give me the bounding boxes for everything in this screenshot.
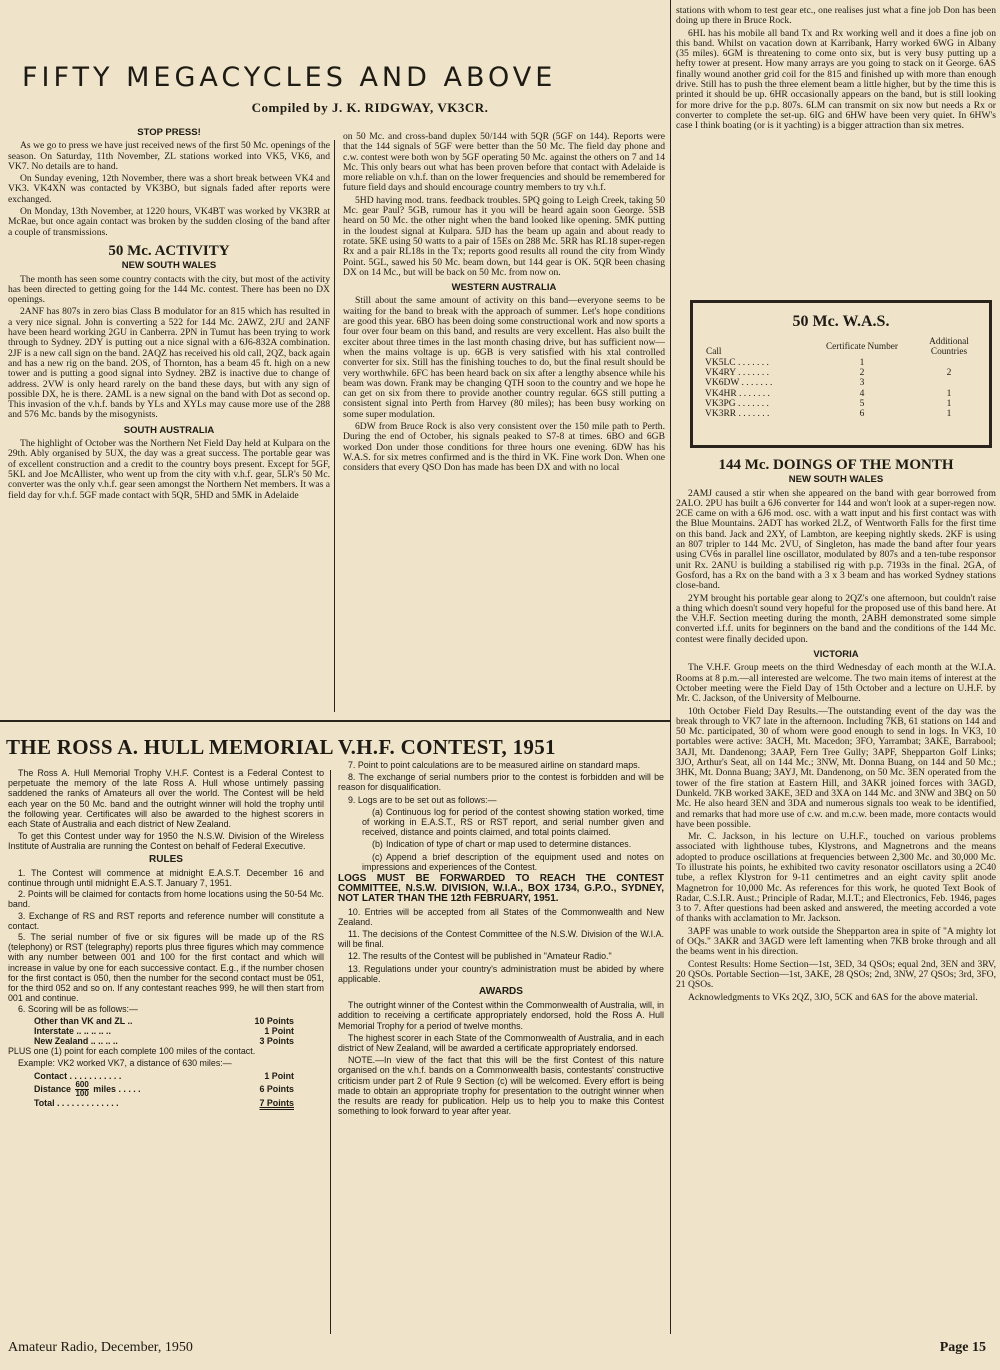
- rule: 10. Entries will be accepted from all States of the Commonwealth and New Zealand.: [338, 906, 664, 927]
- rule: 2. Points will be claimed for contacts from home locations using the 50-54 Mc. band.: [8, 889, 324, 910]
- score-row: Interstate .. .. .. .. .. 1 Point: [34, 1025, 294, 1036]
- example: Example: VK2 worked VK7, a distance of 630 miles:—: [18, 1058, 232, 1069]
- rule: 1. The Contest will commence at midnight E.A.S.T. December 16 and continue through until midnight E.A.S.T. January 7, 1951.: [8, 867, 324, 889]
- victoria-heading: VICTORIA: [813, 649, 859, 661]
- column-three-top: [676, 6, 996, 294]
- paragraph: Still about the same amount of activity on this band—everyone seems to be waiting for the band to break with the approach of summer. Let's hope conditions are good this year. 6BO has been doing some constructional work and now sports a four over four beam on this band, and results are very excellent. Has also built the exciter about three times in the last month chasing drive, but has sufficient now—when the mains voltage is up. 6GB is very satisfied with his xtal controlled converter for six. Still has the finishing touches to do, but the final result should be very worthwhile. 6FC has been heard back on six after a lengthy absence while his beam was down. Frank may be changing QTH soon to the country and we hope he can get on six from there to provide another country regular. 6GS still putting a consistent signal into Perth from Harvey (80 miles); has been busy working on some super modulation.: [343, 295, 665, 420]
- page-title: FIFTY MEGACYCLES AND ABOVE: [22, 62, 557, 93]
- rule: 3. Exchange of RS and RST reports and reference number will constitute a contact.: [8, 910, 324, 931]
- paragraph: Mr. C. Jackson, in his lecture on U.H.F., touched on various problems associated with lighthouse tubes, Klystrons, and Magnetrons and the means adopted to produce oscillations at frequencies between 2,300 Mc. and 30,000 Mc. To illustrate his points, he exhibited two cavity resonator oscillators using a 2C40 tube, a reflex Klystron for 9-11 centimetres and an eight cavity split anode Magnetron for 10,000 Mc. As references for this work, he quoted Text Book of Radar, C.S.I.R. Aust.; Principle of Radar, M.I.T.; and Electronics, Feb. 1946, pages 3 to 7. After questions had been asked and answered, the meeting accorded a vote of thanks with acclamation to Mr. Jackson.: [676, 831, 996, 925]
- compiled-by: Compiled by J. K. RIDGWAY, VK3CR.: [251, 100, 489, 115]
- paragraph: Contest Results: Home Section—1st, 3ED, 34 QSOs; equal 2nd, 3EN and 3RV, 20 QSOs. Portable Section—1st, 3AKE, 28 QSOs; 2nd, 3NW, 27 QSOs; 3rd, 3FO, 21 QSOs.: [676, 958, 996, 991]
- award: The outright winner of the Contest within the Commonwealth of Australia, will, in addition to receiving a certificate appropriately endorsed, hold the Ross A. Hull Memorial Trophy for a period of twelve months.: [338, 1000, 664, 1031]
- activity-heading: 50 Mc. ACTIVITY: [108, 242, 230, 259]
- paragraph: The Ross A. Hull Memorial Trophy V.H.F. Contest is a Federal Contest to perpetuate the memory of the late Ross A. Hull whose untimely passing saddened the ranks of Amateurs all over the world. The Contest will be held each year on the 50 Mc. band and the outright winner will hold the trophy until the following year. Certificates will also be awarded to the highest scorers in each State of Australia and each district of New Zealand.: [8, 768, 324, 830]
- column-rule: [334, 140, 335, 712]
- column-two: [343, 132, 665, 714]
- table-row: VK3PG . . . . . . . 5 1: [705, 398, 952, 409]
- plus-note: PLUS one (1) point for each complete 100 miles of the contact.: [8, 1046, 256, 1057]
- score-row: Other than VK and ZL .. 10 Points: [34, 1015, 294, 1026]
- rule: 6. Scoring will be as follows:—: [18, 1004, 138, 1015]
- was-table: [705, 337, 985, 419]
- table-row: VK3RR . . . . . . . 6 1: [705, 409, 952, 420]
- rule-sub-item: (c) Append a brief description of the equipment used and notes on impressions and experiences of the Contest.: [362, 851, 664, 872]
- column-one: [8, 124, 330, 714]
- rules-heading: RULES: [149, 853, 183, 865]
- rule: 12. The results of the Contest will be published in "Amateur Radio.": [348, 951, 612, 962]
- paragraph: 2AMJ caused a stir when she appeared on the band with gear borrowed from 2ALO. 2PU has built a 6J6 converter for 144 and won't look at a super-regen now. 2CE came on with a 6J6 mod. osc. with a watt input and his first contact was with the Blue Mountains. 2ADT has worked 2LZ, of Wentworth Falls for the first time on this band. Jack and 2XY, of Lambton, are keeping nightly skeds. 2KF is using an 807 tripler to 144 Mc. 2VU, of Singleton, has made the band after four years using CV6s in parallel line oscillator, modulated by 807s and a ten-tube responsor unit Rx. 2ANU is building a stabilised rig with p.p. 7193s in the final. 2GA, of Gosford, has a Rx on the band with a 3 x 3 beam and has worked Sydney stations close-band.: [676, 487, 996, 592]
- rule: 5. The serial number of five or six figures will be made up of the RS (telephony) or RST (telegraphy) reports plus three figures which may commence with any number between 001 and 100 for the first contact and which will increase in value by one for each successive contact. E.g., if the number chosen for the first contact is 050, then the number for the second contact must be 051, for the third 052 and so on. If any contestant reaches 999, he will then start from 001 and continue.: [8, 932, 324, 1004]
- paragraph: To get this Contest under way for 1950 the N.S.W. Division of the Wireless Institute of Australia are running the Contest on behalf of Federal Executive.: [8, 831, 324, 852]
- paragraph: 6DW from Bruce Rock is also very consistent over the 150 mile path to Perth. During the end of October, his signals peaked to S7-8 at times. 6BO and 6GB worked Don under those conditions for three hours one evening. 6DW has his W.A.S. for six metres confirmed and is the third in VK. Fine work Don. When one considers that every QSO Don has made has been DX and with no local: [343, 421, 665, 474]
- col-number: Certificate Number: [825, 341, 899, 352]
- doings-nsw-heading: NEW SOUTH WALES: [788, 474, 884, 486]
- example-total: Total . . . . . . . . . . . . . 7 Points: [34, 1097, 294, 1108]
- awards-heading: AWARDS: [479, 986, 523, 998]
- was-title: 50 Mc. W.A.S.: [792, 313, 890, 330]
- note: NOTE.—In view of the fact that this will be the first Contest of this nature organised on the v.h.f. bands on a Commonwealth basis, contestants' constructive criticism under part 2 of Rule 9 Section (c) will be welcomed. Every effort is being made to obtain an appropriate trophy for presentation to the outright winner when the results are ready for publication. Help us to help you to make this Contest something to look forward to year after year.: [338, 1055, 664, 1117]
- example-distance: Distance $\frac{600}{100}$ miles . . . . . 6 Points: [34, 1079, 294, 1098]
- paragraph: The month has seen some country contacts with the city, but most of the activity has been directed to getting going for the 144 Mc. contest. There has been no DX openings.: [8, 273, 330, 306]
- paragraph: On Monday, 13th November, at 1220 hours, VK4BT was worked by VK3RR at McRae, but once again contact was broken by the sudden closing of the band after a couple of transmissions.: [8, 206, 330, 238]
- wa-heading: WESTERN AUSTRALIA: [451, 282, 557, 294]
- paragraph: 6HL has his mobile all band Tx and Rx working well and it does a fine job on this band. Whilst on vacation down at Karribank, Harry worked 6WG in Albany (35 miles). 6GM is threatening to come onto six, but is very busy putting up a hefty tower at present. How many arrays are you going to stack on it George. 6AS finally wound another grid coil for the 815 and finished up with more than enough drive. Still has to push the three element beam a little higher, but by the time this is printed it should be up. 6HR occasionally appears on the band, but is still looking for more drive for the p.p. 807s. 6LM can transmit on six now but needs a Rx or converter to complete the set-up. 6IG and 6HW have been very quiet. In 6HW's case I think boating (or is it yachting) is a bigger attraction than six metres.: [676, 27, 996, 132]
- sa-heading: SOUTH AUSTRALIA: [123, 424, 215, 436]
- paragraph: 2YM brought his portable gear along to 2QZ's one afternoon, but couldn't raise a thing which doesn't sound very hopeful for the proposed use of this band here. At the V.H.F. Section meeting during the month, 2ABH demonstrated some simple converted i.f.f. units for beginners on the band and the conditions of the 144 Mc. contest were finally decided upon.: [676, 592, 996, 645]
- example-contact: Contact . . . . . . . . . . . 1 Point: [34, 1070, 294, 1081]
- col-call: Call: [706, 346, 722, 357]
- rule-sub-item: (a) Continuous log for period of the contest showing station worked, time of working in E.A.S.T., RS or RST report, and serial number given and received, distance and points claimed, and total points claimed.: [362, 806, 664, 838]
- ross-column-one: [8, 768, 324, 1338]
- paragraph: stations with whom to test gear etc., one realises just what a fine job Don has been doing up there in Bruce Rock.: [676, 6, 996, 27]
- col-countries: Additional Countries: [929, 337, 969, 357]
- ross-hull-title: THE ROSS A. HULL MEMORIAL V.H.F. CONTEST, 1951: [6, 735, 556, 759]
- paragraph: 10th October Field Day Results.—The outstanding event of the day was the break through to VK7 late in the afternoon. Including 7KB, 61 stations on 144 and 50 Mc. participated, 30 of whom were good enough to send in logs. In VK3, 10 portables were active: 3ACH, Mt. Macedon; 3FO, Yarrambat; 3AKE, Barrabool; 3AJI, Mt. Dandenong; 3AAP, Fern Tree Gully; 3APF, Shepparton Golf Links; 3JO, Arthur's Seat, all on 144 Mc.; 3NW, Mt. Donna Buang, on 144 and 50 Mc.; 3HK, Mt. Donna Buang; 3AYJ, Mt. Dandenong, on 50 Mc. 3EN operated from the tower of the fire station at Eastern Hill, and 3AKR joined forces with 3AGD, Dunkeld. 7KB worked 3AKE, 3ED and 3XA on 144 Mc. and 3NW and 3BQ on 50 Mc. He also heard 3EN and 3DA and numerous signals too weak to be identified, and remarks that had more use of c.w. and m.c.w. been made, more contacts would have been possible.: [676, 705, 996, 830]
- column-rule: [330, 770, 331, 1334]
- rule: 7. Point to point calculations are to be measured airline on standard maps.: [348, 760, 641, 770]
- footer-publication: Amateur Radio, December, 1950: [8, 1340, 193, 1355]
- rule: 13. Regulations under your country's administration must be abided by where applicable.: [338, 963, 664, 984]
- paragraph: 3APF was unable to work outside the Shepparton area in spite of "A mighty lot of OQs." 3AKR and 3AGD were left lamenting when 7KB broke through and all the beams went in his direction.: [676, 925, 996, 958]
- section-divider: [0, 720, 670, 722]
- logs-notice: LOGS MUST BE FORWARDED TO REACH THE CONTEST COMMITTEE, N.S.W. DIVISION, W.I.A., BOX 1734, G.P.O., SYDNEY, NOT LATER THAN THE 12th FEBRUARY, 1951.: [338, 873, 664, 905]
- paragraph: on 50 Mc. and cross-band duplex 50/144 with 5QR (5GF on 144). Reports were that the 144 signals of 5GF were better than the 50 Mc. The field day phone and c.w. contest were both won by 5GF operating 50 Mc. against the others on 7 and 14 Mc. This only bears out what has been proven before that contact with Adelaide is more reliable on v.h.f. than on the lower frequencies and should be remembered for future field days and should encourage country members to try v.h.f.: [343, 132, 665, 194]
- paragraph: The highlight of October was the Northern Net Field Day held at Kulpara on the 29th. Ably organised by 5UX, the day was a great success. The portable gear was of excellent construction and a credit to the country boys present. Except for 5GF, 5KL and Joe McAllister, who went up from the city with v.h.f. gear, 5LR's 50 Mc. converter was the only v.h.f. gear seen amongst the Northern Net members. It was a field day for v.h.f. 5GF made contact with 5QR, 5HD and 5MK in Adelaide: [8, 438, 330, 501]
- paragraph: On Sunday evening, 12th November, there was a short break between VK4 and VK3. VK4XN was contacted by VK3BO, but signals faded after reports were exchanged.: [8, 173, 330, 205]
- column-three-lower: [676, 458, 996, 1334]
- paragraph: 2ANF has 807s in zero bias Class B modulator for an 815 which has resulted in a very nice signal. John is converting a 522 for 144 Mc. 2AWZ, 2JU and 2ANF have been heard working 2GU in Canberra. 2PN in Tumut has been trying to work through to Sydney. 2DY is putting out a nice signal with a 6J6-832A combination. 2JF is a new call sign on the band. 2AQZ has received his old call, 2QZ, back again and has a new rig on the band. 2OS, of Thornton, has a beam 45 ft. high on a new tower and is putting a good signal into Sydney. 2BZ is inactive due to change of address. 2VW is only heard rarely on the band these days, but with any sign of possible DX, he is there. 2AML is a new signal on the band with Dot as second op. This invasion of the v.h.f. bands by YLs and XYLs may cause more use of the 288 and 576 Mc. bands by the misogynists.: [8, 306, 330, 421]
- rule: 9. Logs are to be set out as follows:—: [348, 794, 497, 805]
- rule: 8. The exchange of serial numbers prior to the contest is forbidden and will be reason for disqualification.: [338, 772, 664, 793]
- doings-heading: 144 Mc. DOINGS OF THE MONTH: [718, 458, 954, 473]
- stop-press-heading: STOP PRESS!: [137, 127, 201, 138]
- paragraph: 5HD having mod. trans. feedback troubles. 5PQ going to Leigh Creek, taking 50 Mc. gear Paul? 5GB, rumour has it you will be heard again soon George. 5SB heard on 50 Mc. the other night when the band looked like opening. 5MK putting in the loudest signal at Kulpara. 5JD has the beam up again and about ready to rotate. 5KE using 50 watts to a pair of 15Es on 288 Mc. 5RR has RL18 super-regen Rx and a pair RL18s in the Tx; reports good results all round the city from Windy Point. 5GL, sawed his 50 Mc. beam down, but 144 gear is OK. 5QR been chasing DX on 14 Mc., but will be back on 50 Mc. from now on.: [343, 194, 665, 278]
- rule: 11. The decisions of the Contest Committee of the N.S.W. Division of the W.I.A. will be final.: [338, 929, 664, 950]
- table-row: VK6DW . . . . . . . 3: [705, 378, 865, 389]
- column-rule: [670, 0, 671, 1334]
- paragraph: As we go to press we have just received news of the first 50 Mc. openings of the season. On Saturday, 11th November, ZL stations worked into VK5, VK6, and VK7. No details are to hand.: [8, 140, 330, 172]
- footer-page-number: Page 15: [939, 1340, 986, 1355]
- paragraph: Acknowledgments to VKs 2QZ, 3JO, 5CK and 6AS for the above material.: [688, 991, 978, 1003]
- table-row: VK4RY . . . . . . . 2 2: [705, 368, 952, 379]
- table-row: VK4HR . . . . . . . 4 1: [705, 388, 952, 399]
- was-table-box: [690, 300, 992, 448]
- score-row: New Zealand .. .. .. .. 3 Points: [34, 1036, 294, 1047]
- nsw-heading: NEW SOUTH WALES: [121, 260, 217, 272]
- paragraph: The V.H.F. Group meets on the third Wednesday of each month at the W.I.A. Rooms at 8 p.m.—all interested are welcome. The two main items of interest at the October meeting were the Field Day of 15th October and a lecture on U.H.F. by Mr. C. Jackson, of the University of Melbourne.: [676, 662, 996, 705]
- table-header-row: [705, 337, 985, 358]
- ross-column-two: [338, 760, 664, 1338]
- award: The highest scorer in each State of the Commonwealth of Australia, and in each district of New Zealand, will be awarded a certificate appropriately endorsed.: [338, 1032, 664, 1054]
- table-row: VK5LC . . . . . . . 1: [705, 358, 865, 368]
- rule-sub-item: (b) Indication of type of chart or map used to determine distances.: [372, 839, 632, 850]
